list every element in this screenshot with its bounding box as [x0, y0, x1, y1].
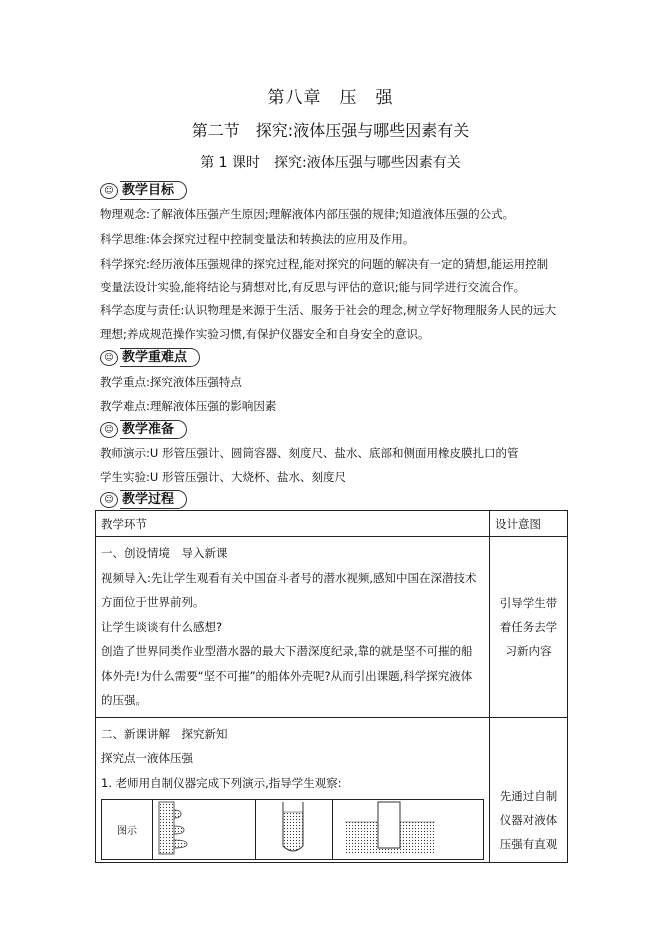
row1-line: 体外壳!为什么需要“坚不可摧”的船体外壳呢?从而引出课题,科学探究液体 — [101, 668, 473, 683]
lesson-title: 第 1 课时 探究:液体压强与哪些因素有关 — [200, 155, 461, 171]
immersed-tube-diagram — [333, 800, 453, 856]
row2-design — [490, 717, 568, 863]
design-line: 压强有直观 — [499, 836, 558, 851]
row1-design — [490, 537, 568, 718]
smiley-icon: ☺ — [100, 422, 118, 438]
row1-line: 视频导入:先让学生观看有关中国奋斗者号的潜水视频,感知中国在深潜技术 — [101, 570, 477, 585]
row1-line: 让学生谈谈有什么感想? — [101, 619, 223, 634]
row1-line: 一、创设情境 导入新课 — [101, 546, 228, 560]
prep-line: 教师演示:U 形管压强计、圆筒容器、刻度尺、盐水、底部和侧面用橡皮膜扎口的管 — [100, 446, 519, 460]
goal-line: 变量法设计实验,能将结论与猜想对比,有反思与评估的意识;能与同学进行交流合作。 — [100, 280, 526, 294]
row2-line: 二、新课讲解 探究新知 — [101, 726, 228, 741]
prep-line: 学生实验:U 形管压强计、大烧杯、盐水、刻度尺 — [100, 470, 346, 484]
figure-side-holes — [153, 800, 256, 860]
goal-line: 理想;养成规范操作实验习惯,有保护仪器安全和自身安全的意识。 — [100, 327, 430, 341]
figure-immersed-tube — [333, 800, 484, 860]
section-title: 第二节 探究:液体压强与哪些因素有关 — [191, 121, 470, 140]
chapter-title: 第八章 压 强 — [267, 88, 394, 108]
figure-table — [101, 799, 484, 860]
row2-content — [96, 717, 490, 863]
side-holes-diagram — [153, 800, 253, 856]
figure-bottom-film — [256, 800, 333, 860]
prep-title: 教学准备 — [120, 420, 187, 439]
process-heading — [100, 490, 187, 509]
process-table — [95, 510, 568, 863]
goals-heading — [100, 181, 187, 200]
keypoint-line: 教学重点:探究液体压强特点 — [100, 375, 242, 389]
smiley-icon: ☺ — [100, 350, 118, 366]
prep-heading — [100, 420, 187, 439]
row2-line: 探究点一液体压强 — [101, 751, 193, 765]
goal-line: 科学态度与责任:认识物理是来源于生活、服务于社会的理念,树立学好物理服务人民的远大 — [100, 303, 557, 317]
keypoints-title: 教学重难点 — [120, 348, 200, 367]
col-header-left: 教学环节 — [96, 511, 490, 537]
design-line: 先通过自制 — [499, 788, 558, 803]
design-line: 着任务去学 — [499, 619, 558, 634]
design-line: 引导学生带 — [499, 595, 558, 610]
col-header-right: 设计意图 — [490, 511, 568, 537]
goal-line: 物理观念:了解液体压强产生原因;理解液体内部压强的规律;知道液体压强的公式。 — [100, 207, 515, 221]
keypoints-heading — [100, 348, 200, 367]
process-title: 教学过程 — [120, 490, 187, 509]
row1-line: 方面位于世界前列。 — [101, 595, 205, 609]
keypoint-line: 教学难点:理解液体压强的影响因素 — [100, 399, 277, 413]
design-line: 仪器对液体 — [499, 812, 558, 827]
row2-line: 1. 老师用自制仪器完成下列演示,指导学生观察: — [101, 775, 342, 790]
figure-label: 图示 — [102, 800, 153, 860]
smiley-icon: ☺ — [100, 492, 118, 508]
row1-content — [96, 537, 490, 718]
row1-line: 的压强。 — [101, 693, 147, 707]
row1-line: 创造了世界同类作业型潜水器的最大下潜深度纪录,靠的就是坚不可摧的船 — [101, 644, 473, 658]
design-line: 习新内容 — [505, 643, 552, 658]
bottom-film-diagram — [256, 800, 330, 856]
goals-title: 教学目标 — [120, 181, 187, 200]
smiley-icon: ☺ — [100, 183, 118, 199]
goal-line: 科学思维:体会探究过程中控制变量法和转换法的应用及作用。 — [100, 232, 415, 246]
goal-line: 科学探究:经历液体压强规律的探究过程,能对探究的问题的解决有一定的猜想,能运用控制 — [100, 257, 549, 271]
